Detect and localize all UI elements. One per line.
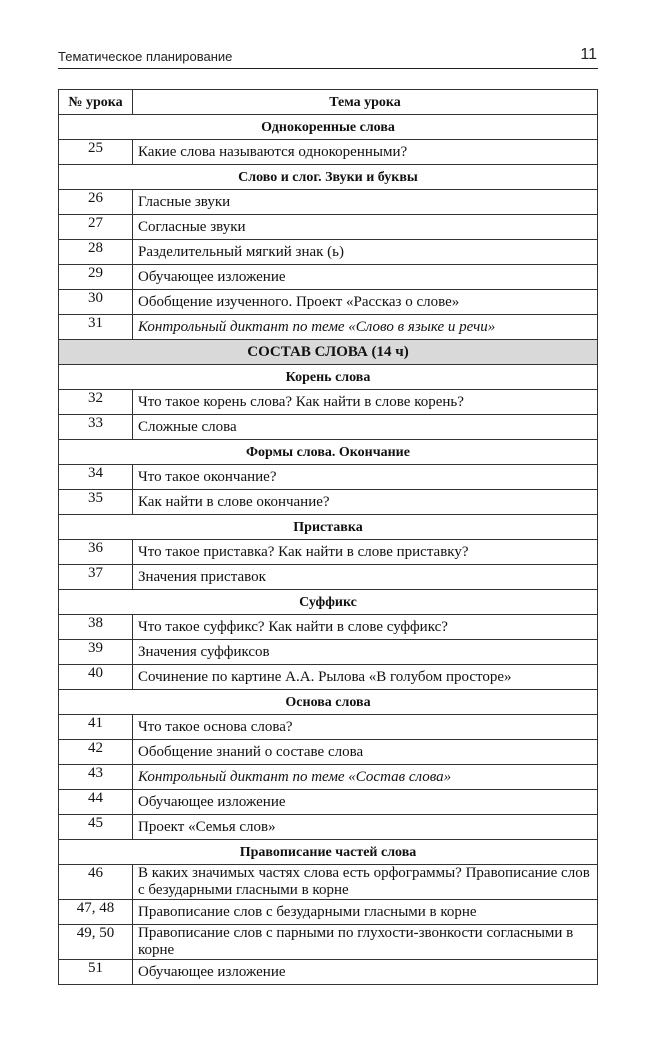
section-heading-row (59, 690, 598, 715)
section-heading-row (59, 590, 598, 615)
section-title: Корень слова (59, 365, 598, 390)
lesson-number: 46 (59, 865, 133, 900)
lesson-number: 43 (59, 765, 133, 790)
section-heading-row (59, 365, 598, 390)
lesson-number: 34 (59, 465, 133, 490)
lesson-number: 39 (59, 640, 133, 665)
section-title: Формы слова. Окончание (59, 440, 598, 465)
lesson-topic: Правописание слов с безударными гласными в корне (133, 900, 598, 925)
table-row (59, 415, 598, 440)
lesson-topic: Обобщение знаний о составе слова (133, 740, 598, 765)
lesson-topic: Обучающее изложение (133, 790, 598, 815)
table-row (59, 540, 598, 565)
lesson-topic: Что такое окончание? (133, 465, 598, 490)
table-row (59, 615, 598, 640)
lesson-number: 33 (59, 415, 133, 440)
lesson-number: 42 (59, 740, 133, 765)
section-title: Основа слова (59, 690, 598, 715)
lesson-topic: Контрольный диктант по теме «Состав слова» (133, 765, 598, 790)
lesson-topic: Разделительный мягкий знак (ь) (133, 240, 598, 265)
lesson-topic: Что такое основа слова? (133, 715, 598, 740)
table-row (59, 640, 598, 665)
section-title: Однокоренные слова (59, 115, 598, 140)
lesson-topic: Гласные звуки (133, 190, 598, 215)
page-number: 11 (580, 46, 597, 63)
page-header (58, 46, 598, 69)
lesson-topic: Обобщение изученного. Проект «Рассказ о слове» (133, 290, 598, 315)
header-title: Тематическое планирование (58, 49, 233, 64)
lesson-number: 44 (59, 790, 133, 815)
table-row (59, 900, 598, 925)
lesson-number: 25 (59, 140, 133, 165)
table-row (59, 140, 598, 165)
lesson-number: 37 (59, 565, 133, 590)
lesson-number: 30 (59, 290, 133, 315)
lesson-topic: Обучающее изложение (133, 265, 598, 290)
lesson-number: 27 (59, 215, 133, 240)
table-body (59, 115, 598, 985)
column-header-lesson-number: № урока (59, 90, 133, 115)
column-header-lesson-topic: Тема урока (133, 90, 598, 115)
table-row (59, 390, 598, 415)
table-row (59, 715, 598, 740)
lesson-number: 26 (59, 190, 133, 215)
table-row (59, 960, 598, 985)
lesson-number: 47, 48 (59, 900, 133, 925)
table-row (59, 240, 598, 265)
section-title: Приставка (59, 515, 598, 540)
section-heading-row (59, 115, 598, 140)
section-heading-row (59, 440, 598, 465)
lesson-topic: Что такое приставка? Как найти в слове приставку? (133, 540, 598, 565)
table-row (59, 190, 598, 215)
lesson-topic: В каких значимых частях слова есть орфограммы? Правописание слов с безударными гласными в корне (133, 865, 598, 900)
lesson-topic: Проект «Семья слов» (133, 815, 598, 840)
lesson-topic: Как найти в слове окончание? (133, 490, 598, 515)
table-row (59, 925, 598, 960)
table-row (59, 465, 598, 490)
lesson-number: 35 (59, 490, 133, 515)
section-title: Суффикс (59, 590, 598, 615)
section-heading-row (59, 840, 598, 865)
lesson-number: 28 (59, 240, 133, 265)
lesson-topic: Значения приставок (133, 565, 598, 590)
table-row (59, 790, 598, 815)
lesson-number: 36 (59, 540, 133, 565)
table-row (59, 865, 598, 900)
lesson-topic: Что такое суффикс? Как найти в слове суффикс? (133, 615, 598, 640)
table-row (59, 740, 598, 765)
table-row (59, 765, 598, 790)
lesson-number: 49, 50 (59, 925, 133, 960)
lesson-topic: Согласные звуки (133, 215, 598, 240)
section-heading-row (59, 165, 598, 190)
table-row (59, 815, 598, 840)
lesson-number: 40 (59, 665, 133, 690)
lesson-topic: Значения суффиксов (133, 640, 598, 665)
table-row (59, 665, 598, 690)
lesson-number: 51 (59, 960, 133, 985)
lesson-number: 38 (59, 615, 133, 640)
section-heading-row (59, 515, 598, 540)
lesson-plan-table (58, 89, 598, 985)
lesson-topic: Контрольный диктант по теме «Слово в языке и речи» (133, 315, 598, 340)
lesson-topic: Что такое корень слова? Как найти в слове корень? (133, 390, 598, 415)
table-row (59, 290, 598, 315)
lesson-number: 32 (59, 390, 133, 415)
lesson-topic: Какие слова называются однокоренными? (133, 140, 598, 165)
table-row (59, 265, 598, 290)
table-row (59, 315, 598, 340)
unit-heading-row (59, 340, 598, 365)
lesson-topic: Обучающее изложение (133, 960, 598, 985)
section-title: Правописание частей слова (59, 840, 598, 865)
section-title: Слово и слог. Звуки и буквы (59, 165, 598, 190)
lesson-number: 31 (59, 315, 133, 340)
lesson-number: 29 (59, 265, 133, 290)
table-row (59, 565, 598, 590)
lesson-topic: Правописание слов с парными по глухости-звонкости согласными в корне (133, 925, 598, 960)
table-row (59, 490, 598, 515)
table-header-row (59, 90, 598, 115)
lesson-topic: Сложные слова (133, 415, 598, 440)
table-row (59, 215, 598, 240)
lesson-number: 41 (59, 715, 133, 740)
unit-title: СОСТАВ СЛОВА (14 ч) (59, 340, 598, 365)
lesson-topic: Сочинение по картине А.А. Рылова «В голубом просторе» (133, 665, 598, 690)
lesson-number: 45 (59, 815, 133, 840)
